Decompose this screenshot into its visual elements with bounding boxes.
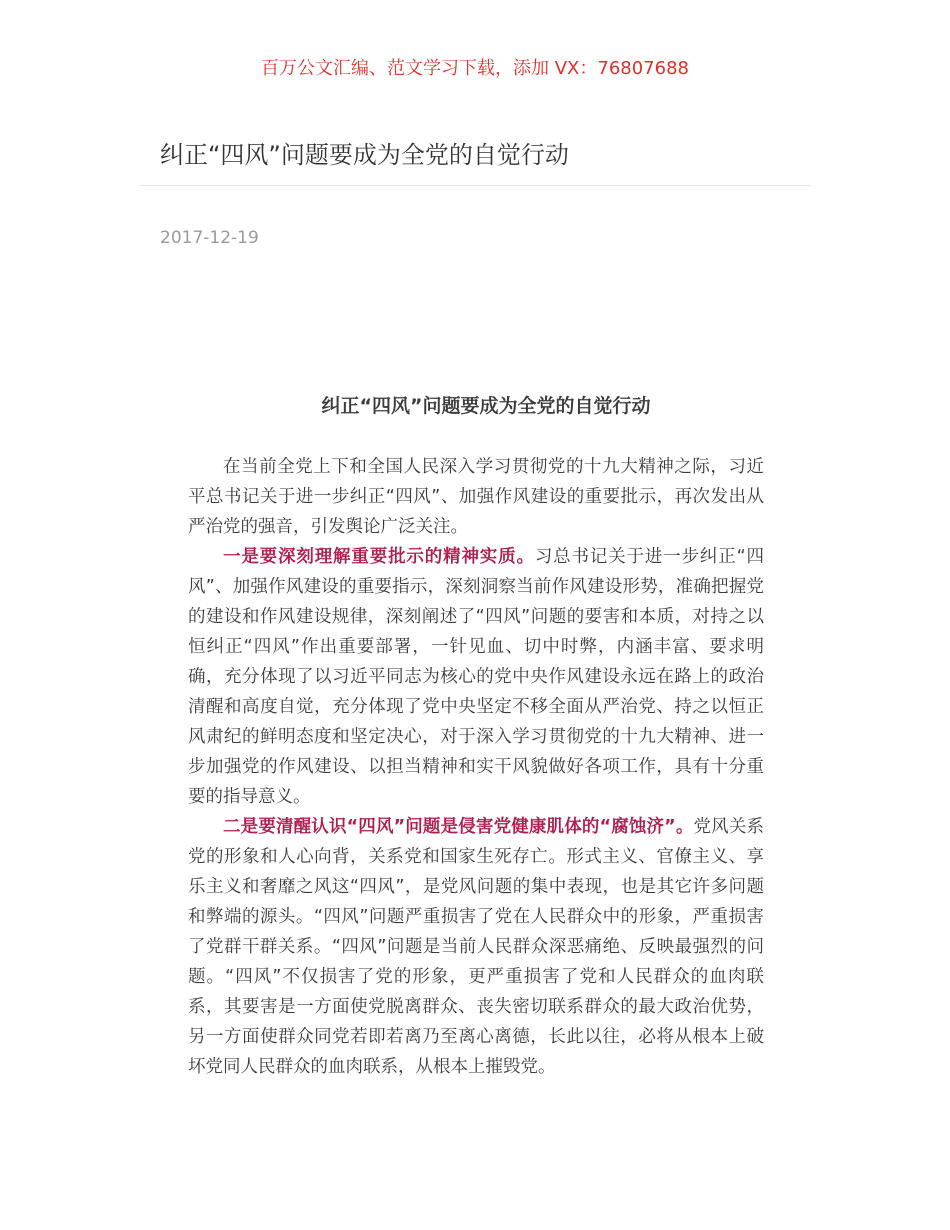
paragraph-text: 在当前全党上下和全国人民深入学习贯彻党的十九大精神之际，习近平总书记关于进一步纠正“四风”、加强作风建设的重要批示，再次发出从严治党的强音，引发舆论广泛关注。 [188,457,764,537]
paragraph-lead: 一是要深刻理解重要批示的精神实质。 [223,547,535,567]
article-paragraph [188,452,764,542]
promo-banner: 百万公文汇编、范文学习下载，添加 VX：76807688 [261,58,689,79]
article-heading: 纠正“四风”问题要成为全党的自觉行动 [321,395,651,417]
page-title: 纠正“四风”问题要成为全党的自觉行动 [160,141,569,169]
title-divider [140,185,811,186]
article-paragraph [188,812,764,1082]
publish-date: 2017-12-19 [160,228,259,248]
article-body [188,452,764,1082]
paragraph-text: 党风关系党的形象和人心向背，关系党和国家生死存亡。形式主义、官僚主义、享乐主义和奢靡之风这“四风”，是党风问题的集中表现，也是其它许多问题和弊端的源头。“四风”问题严重损害了党在人民群众中的形象，严重损害了党群干群关系。“四风”问题是当前人民群众深恶痛绝、反映最强烈的问题。“四风”不仅损害了党的形象，更严重损害了党和人民群众的血肉联系，其要害是一方面使党脱离群众、丧失密切联系群众的最大政治优势，另一方面使群众同党若即若离乃至离心离德，长此以往，必将从根本上破坏党同人民群众的血肉联系，从根本上摧毁党。 [188,817,764,1077]
article-paragraph [188,542,764,812]
paragraph-text: 习总书记关于进一步纠正“四风”、加强作风建设的重要指示，深刻洞察当前作风建设形势，准确把握党的建设和作风建设规律，深刻阐述了“四风”问题的要害和本质，对持之以恒纠正“四风”作出重要部署，一针见血、切中时弊，内涵丰富、要求明确，充分体现了以习近平同志为核心的党中央作风建设永远在路上的政治清醒和高度自觉，充分体现了党中央坚定不移全面从严治党、持之以恒正风肃纪的鲜明态度和坚定决心，对于深入学习贯彻党的十九大精神、进一步加强党的作风建设、以担当精神和实干风貌做好各项工作，具有十分重要的指导意义。 [188,547,764,807]
paragraph-lead: 二是要清醒认识“四风”问题是侵害党健康肌体的“腐蚀济”。 [223,817,694,837]
